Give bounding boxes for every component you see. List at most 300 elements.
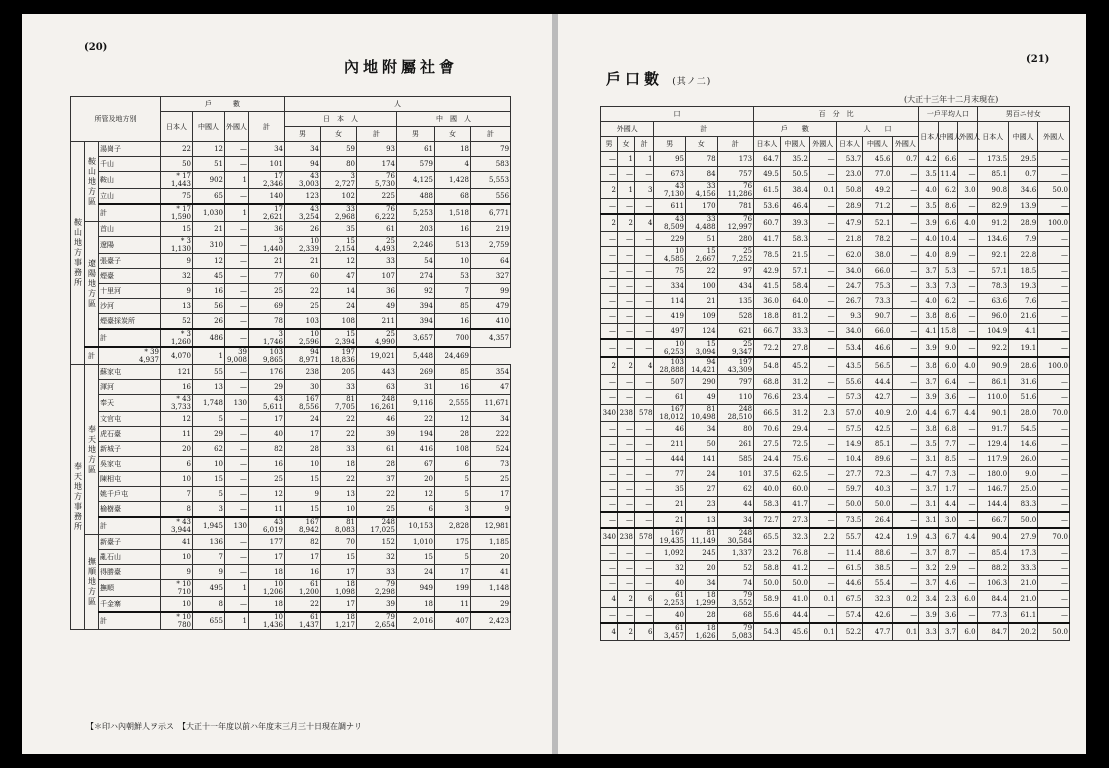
table-cell: 1,428 [435, 172, 471, 189]
table-cell: 57.1 [977, 264, 1009, 279]
table-cell: 20 [471, 550, 511, 565]
table-cell: 248 17,025 [357, 517, 397, 535]
header-per-household-sub: 日本人 [919, 122, 938, 152]
table-cell: 72.3 [863, 467, 892, 482]
table-cell: 18 [321, 457, 357, 472]
table-cell: 76.8 [780, 546, 809, 561]
header-place: 所管及地方別 [71, 97, 161, 142]
page-number-right: (21) [1026, 54, 1050, 65]
table-cell: 81 11,149 [686, 528, 718, 546]
table-cell: 18 [249, 565, 285, 580]
table-cell: 3.5 [919, 199, 938, 215]
table-cell: 18.8 [754, 309, 781, 324]
table-cell: — [601, 561, 618, 576]
table-cell: — [618, 324, 635, 340]
table-cell: 248 30,584 [717, 528, 754, 546]
table-cell: 2,828 [435, 517, 471, 535]
table-cell: 42.6 [863, 608, 892, 624]
table-cell: 36 [249, 222, 285, 237]
table-cell: — [601, 152, 618, 167]
table-row [71, 442, 511, 457]
table-row [71, 612, 511, 630]
table-cell: — [618, 247, 635, 264]
table-cell: 83.3 [1009, 497, 1038, 513]
table-cell: — [809, 576, 836, 591]
table-cell: 46.4 [780, 199, 809, 215]
table-cell: 21.6 [1009, 309, 1038, 324]
table-cell: 12 [435, 412, 471, 427]
table-cell: 3.6 [938, 608, 957, 624]
table-cell: 0.1 [809, 623, 836, 641]
table-cell: 65 [193, 189, 225, 205]
table-row [71, 142, 511, 157]
table-cell: — [618, 452, 635, 467]
table-cell: 32 [654, 561, 686, 576]
left-page [22, 14, 552, 754]
table-cell: 167 18,012 [654, 405, 686, 422]
table-cell: 62.0 [836, 247, 863, 264]
table-cell: — [635, 422, 654, 437]
table-row [71, 189, 511, 205]
table-cell: 22 [321, 472, 357, 487]
table-cell: 61.5 [754, 182, 781, 199]
table-cell: — [601, 324, 618, 340]
table-cell: 170 [686, 199, 718, 215]
table-cell: 110.0 [977, 390, 1009, 405]
table-cell: 66.5 [754, 405, 781, 422]
table-cell: — [225, 284, 249, 299]
table-cell: 73 [471, 457, 511, 472]
table-cell: 141 [686, 452, 718, 467]
table-cell: 173.5 [977, 152, 1009, 167]
table-cell: — [892, 422, 919, 437]
table-row [601, 279, 1070, 294]
table-cell: 50.0 [754, 576, 781, 591]
table-cell: 10 6,253 [654, 339, 686, 357]
header-sex-ratio: 男百ニ付女 [977, 107, 1069, 122]
table-cell: 174 [357, 157, 397, 172]
table-cell: 18 [435, 142, 471, 157]
table-cell: — [225, 565, 249, 580]
table-cell: 7.3 [938, 467, 957, 482]
place-name: 計 [99, 517, 161, 535]
table-cell: 31.6 [1009, 375, 1038, 390]
header-population: 人 口 [836, 122, 919, 137]
table-cell: 4,125 [397, 172, 435, 189]
table-cell: — [618, 390, 635, 405]
table-cell: — [809, 482, 836, 497]
table-cell: 261 [717, 437, 754, 452]
place-name: 煙臺採炭所 [99, 314, 161, 330]
table-cell: 56 [193, 299, 225, 314]
table-cell: 8.9 [938, 247, 957, 264]
table-cell: 4.4 [938, 497, 957, 513]
table-cell: 5 [435, 550, 471, 565]
table-cell: 67.5 [836, 591, 863, 608]
table-cell: 99 [471, 284, 511, 299]
table-cell: — [1038, 279, 1070, 294]
table-cell: 54 [397, 254, 435, 269]
table-cell: 20.2 [1009, 623, 1038, 641]
table-cell: — [958, 232, 977, 247]
table-cell: 15.8 [938, 324, 957, 340]
table-row [71, 550, 511, 565]
place-name: 計 [99, 329, 161, 347]
table-cell: * 43 3,944 [161, 517, 193, 535]
place-name: 首山 [99, 222, 161, 237]
table-cell: — [601, 482, 618, 497]
table-cell: — [618, 232, 635, 247]
table-cell: — [809, 512, 836, 528]
table-cell: 5 [435, 472, 471, 487]
place-name: 新城子 [99, 442, 161, 457]
table-cell: 56.5 [863, 357, 892, 375]
table-cell: 2,759 [471, 237, 511, 254]
table-row [71, 412, 511, 427]
table-cell: — [958, 497, 977, 513]
table-cell: 176 [249, 365, 285, 380]
table-cell: 77.0 [863, 167, 892, 182]
table-cell: 524 [471, 442, 511, 457]
table-cell: 55.6 [836, 375, 863, 390]
table-cell: 16 [193, 284, 225, 299]
table-cell: 72.7 [754, 512, 781, 528]
table-cell: — [1038, 309, 1070, 324]
table-cell: 53.4 [836, 339, 863, 357]
table-cell: 64 [471, 254, 511, 269]
table-cell: 9 [471, 502, 511, 518]
table-cell: 17 [249, 412, 285, 427]
table-cell: — [618, 167, 635, 182]
header-per-household: 一戶平均人口 [919, 107, 977, 122]
table-cell: 23.2 [754, 546, 781, 561]
table-cell: 41.7 [780, 497, 809, 513]
table-cell: — [225, 472, 249, 487]
table-cell: — [225, 597, 249, 613]
table-cell: 238 [618, 528, 635, 546]
table-cell: 4,357 [471, 329, 511, 347]
table-row [601, 214, 1070, 232]
table-cell: 416 [397, 442, 435, 457]
table-cell: 33.3 [780, 324, 809, 340]
table-cell: — [618, 422, 635, 437]
table-cell: 100.0 [1038, 357, 1070, 375]
table-cell: 41 [161, 535, 193, 550]
sub-area-name: 鞍山地方區 [85, 142, 99, 222]
table-cell: 63 [357, 380, 397, 395]
table-cell: 39 [357, 427, 397, 442]
table-cell: — [601, 390, 618, 405]
table-cell: 28 [285, 442, 321, 457]
table-row [601, 546, 1070, 561]
table-cell: — [1038, 324, 1070, 340]
table-cell: 73.5 [836, 512, 863, 528]
table-cell: 3 2,727 [321, 172, 357, 189]
table-cell: 6,771 [471, 204, 511, 222]
table-cell: 58.9 [754, 591, 781, 608]
sub-area-name: 遼陽地方區 [85, 222, 99, 348]
table-cell: 27.5 [754, 437, 781, 452]
table-cell: 41 [471, 565, 511, 580]
header-per-household-sub: 外國人 [958, 122, 977, 152]
table-row [601, 623, 1070, 641]
table-cell: 42.4 [863, 528, 892, 546]
table-cell: 11.4 [836, 546, 863, 561]
table-cell: 1,030 [193, 204, 225, 222]
table-cell: 18 1,217 [321, 612, 357, 630]
table-cell: 7.6 [1009, 294, 1038, 309]
table-cell: 31 [397, 380, 435, 395]
table-cell: — [225, 314, 249, 330]
table-cell: 4.2 [919, 152, 938, 167]
table-row [601, 452, 1070, 467]
table-cell: 72.2 [754, 339, 781, 357]
right-page [558, 14, 1086, 754]
table-cell: 36.0 [754, 294, 781, 309]
table-cell: 10 [161, 472, 193, 487]
table-cell: — [892, 167, 919, 182]
place-name: 虎石臺 [99, 427, 161, 442]
table-cell: 20 [686, 561, 718, 576]
table-cell: 103 [285, 314, 321, 330]
table-cell: 70 [321, 535, 357, 550]
table-cell: 52 [717, 561, 754, 576]
table-cell: 197 18,836 [321, 347, 357, 365]
table-cell: — [635, 561, 654, 576]
table-cell: 1,518 [435, 204, 471, 222]
table-cell: 49.5 [754, 167, 781, 182]
table-cell: * 3 1,130 [161, 237, 193, 254]
table-cell: — [1038, 199, 1070, 215]
table-cell: — [809, 247, 836, 264]
table-cell: 444 [654, 452, 686, 467]
table-cell: 949 [397, 580, 435, 597]
table-row [601, 182, 1070, 199]
table-cell: 45 [193, 269, 225, 284]
table-cell: — [618, 264, 635, 279]
table-cell: 4.4 [958, 528, 977, 546]
place-name: 沙河 [99, 299, 161, 314]
table-cell: 47 [321, 269, 357, 284]
table-cell: 43 3,003 [285, 172, 321, 189]
table-cell: 28.9 [836, 199, 863, 215]
table-cell: 101 [249, 157, 285, 172]
table-cell: 443 [357, 365, 397, 380]
table-cell: 18.5 [1009, 264, 1038, 279]
table-cell: — [892, 497, 919, 513]
table-cell: 50.0 [863, 497, 892, 513]
table-cell: — [958, 264, 977, 279]
table-cell: 3.9 [919, 214, 938, 232]
table-cell: — [1038, 482, 1070, 497]
table-cell: 2.9 [938, 561, 957, 576]
table-cell: 5,253 [397, 204, 435, 222]
table-row [71, 204, 511, 222]
table-cell: 13 [321, 487, 357, 502]
table-cell: — [958, 467, 977, 482]
table-cell: 211 [357, 314, 397, 330]
table-cell: 0.2 [892, 591, 919, 608]
table-cell: 22 [397, 412, 435, 427]
table-cell: 130 [225, 517, 249, 535]
table-cell: — [225, 502, 249, 518]
table-cell: 1,945 [193, 517, 225, 535]
table-cell: 245 [686, 546, 718, 561]
table-cell: 238 [618, 405, 635, 422]
table-row [601, 608, 1070, 624]
table-cell: 8 [193, 597, 225, 613]
header-foreigner: 外國人 [892, 137, 919, 152]
table-cell: — [618, 199, 635, 215]
table-cell: 17 [249, 550, 285, 565]
table-row [601, 375, 1070, 390]
table-cell: 33 4,156 [686, 182, 718, 199]
table-cell: 107 [357, 269, 397, 284]
table-cell: 22 [285, 597, 321, 613]
table-cell: 68 [717, 608, 754, 624]
table-cell: — [635, 512, 654, 528]
table-cell: 17 [285, 427, 321, 442]
table-cell: 495 [193, 580, 225, 597]
table-cell: 81 7,705 [321, 395, 357, 412]
table-cell: 2,246 [397, 237, 435, 254]
table-cell: — [225, 222, 249, 237]
table-cell: 22 [357, 487, 397, 502]
table-cell: 407 [435, 612, 471, 630]
table-cell: — [635, 309, 654, 324]
table-cell: 28.9 [1009, 214, 1038, 232]
table-cell: 40.0 [754, 482, 781, 497]
table-cell: — [809, 375, 836, 390]
table-cell: 69 [249, 299, 285, 314]
table-cell: 4.4 [919, 405, 938, 422]
table-cell: — [1038, 264, 1070, 279]
table-cell: 108 [321, 314, 357, 330]
table-cell: — [1038, 512, 1070, 528]
table-cell: — [892, 546, 919, 561]
table-cell: 38.5 [863, 561, 892, 576]
table-cell: 36 [357, 284, 397, 299]
table-cell: 54.3 [754, 623, 781, 641]
table-cell: 17 [285, 550, 321, 565]
table-cell: 354 [471, 365, 511, 380]
table-cell: 8.5 [938, 452, 957, 467]
table-cell: 6 [161, 457, 193, 472]
table-cell: 9 [193, 565, 225, 580]
table-cell: 9,116 [397, 395, 435, 412]
table-cell: 23 [686, 497, 718, 513]
place-name: 千山 [99, 157, 161, 172]
table-cell: 77 [654, 467, 686, 482]
table-cell: 84 [686, 167, 718, 182]
table-cell: 11.4 [938, 167, 957, 182]
place-name: 張臺子 [99, 254, 161, 269]
table-cell: 14 [321, 284, 357, 299]
table-cell: 46 [654, 422, 686, 437]
table-cell: 90.4 [977, 528, 1009, 546]
table-cell: — [892, 390, 919, 405]
table-cell: 28 [435, 427, 471, 442]
table-row [71, 269, 511, 284]
table-cell: 248 16,261 [357, 395, 397, 412]
table-cell: 26.7 [836, 294, 863, 309]
table-cell: 2.0 [892, 405, 919, 422]
table-cell: 4 [635, 214, 654, 232]
table-cell: 10 [193, 457, 225, 472]
table-row [71, 299, 511, 314]
table-cell: 121 [161, 365, 193, 380]
table-cell: 6.4 [938, 375, 957, 390]
table-cell: 136 [193, 535, 225, 550]
table-cell: — [635, 167, 654, 182]
table-cell: 1,010 [397, 535, 435, 550]
table-cell: 2.3 [938, 591, 957, 608]
table-cell: 167 8,556 [285, 395, 321, 412]
table-cell: 55.4 [863, 576, 892, 591]
table-cell: 15 [193, 472, 225, 487]
table-cell: — [892, 199, 919, 215]
table-cell: 24 [285, 412, 321, 427]
table-cell: 50.0 [1038, 623, 1070, 641]
table-cell: 146.7 [977, 482, 1009, 497]
table-cell: 144.4 [977, 497, 1009, 513]
table-cell: 9 [285, 487, 321, 502]
table-cell: 203 [397, 222, 435, 237]
table-cell: — [958, 339, 977, 357]
table-cell: 27 [686, 482, 718, 497]
table-cell: — [809, 357, 836, 375]
header-female: 女 [618, 137, 635, 152]
table-cell: — [892, 467, 919, 482]
table-cell: 82.9 [977, 199, 1009, 215]
table-row [601, 167, 1070, 182]
table-cell: 394 [397, 314, 435, 330]
table-row [71, 597, 511, 613]
header-sum: 計 [357, 127, 397, 142]
table-cell: 76 11,286 [717, 182, 754, 199]
table-row [601, 390, 1070, 405]
table-cell: 15 [397, 550, 435, 565]
table-cell: 3.1 [919, 512, 938, 528]
table-cell: 3 [193, 502, 225, 518]
table-cell: 117.9 [977, 452, 1009, 467]
table-cell: — [892, 339, 919, 357]
table-cell: 0.7 [892, 152, 919, 167]
table-cell: 10 2,596 [285, 329, 321, 347]
table-cell: 97 [717, 264, 754, 279]
table-row [71, 457, 511, 472]
table-cell: 59 [321, 142, 357, 157]
table-cell: 1 [225, 172, 249, 189]
table-cell: 13 [686, 512, 718, 528]
table-cell: 2 [618, 623, 635, 641]
table-cell: 106.3 [977, 576, 1009, 591]
table-cell: 24,469 [435, 347, 471, 365]
table-cell: 334 [654, 279, 686, 294]
table-cell: 53.7 [836, 152, 863, 167]
header-hh-total: 計 [249, 112, 285, 142]
table-cell: 81.2 [780, 309, 809, 324]
table-cell: 43 7,130 [654, 182, 686, 199]
place-name: 吳家屯 [99, 457, 161, 472]
place-name: 奉天 [99, 395, 161, 412]
table-cell: 26.4 [863, 512, 892, 528]
table-cell: 47.7 [863, 623, 892, 641]
table-cell: — [635, 452, 654, 467]
table-cell: 39 [357, 597, 397, 613]
table-cell: 12 [249, 487, 285, 502]
table-cell: 4 [601, 623, 618, 641]
